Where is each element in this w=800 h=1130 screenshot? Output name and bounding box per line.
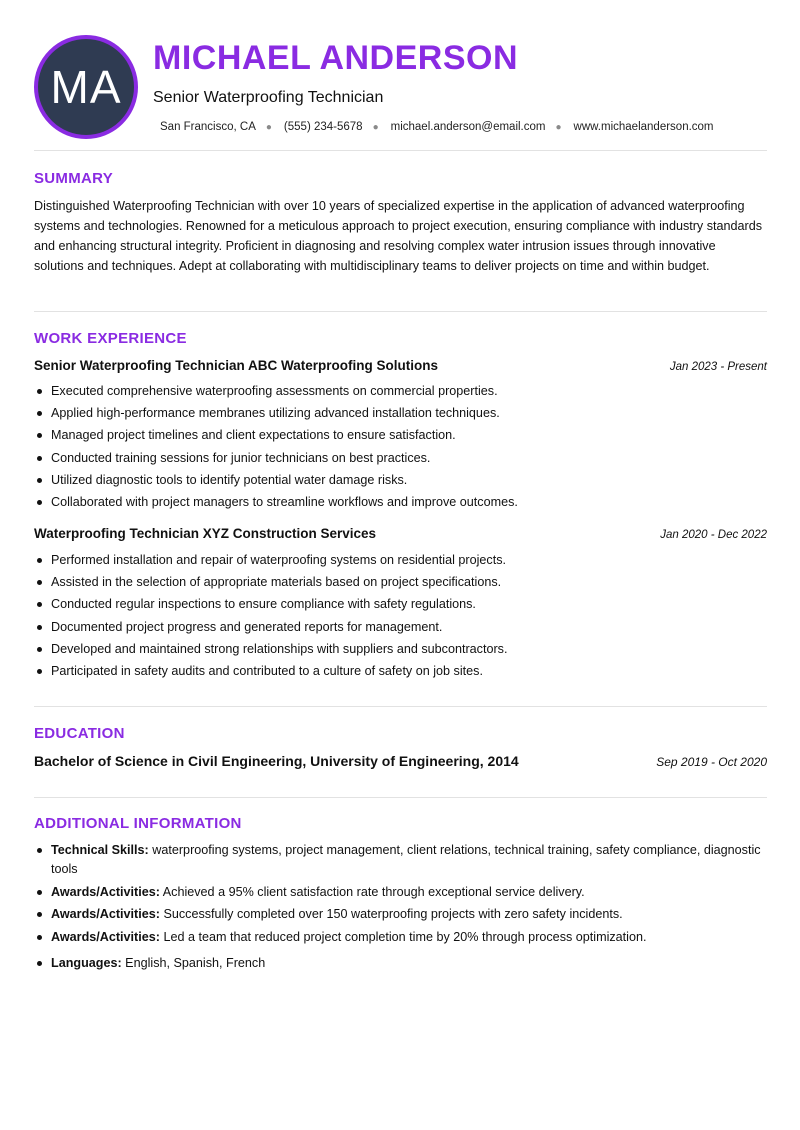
item-label: Awards/Activities:: [51, 907, 160, 921]
job-title: Senior Waterproofing Technician ABC Waterproofing Solutions: [34, 358, 438, 373]
list-item: Utilized diagnostic tools to identify potential water damage risks.: [34, 469, 767, 491]
separator-dot-icon: ●: [372, 121, 379, 133]
item-text: English, Spanish, French: [121, 955, 266, 970]
additional-info-heading: ADDITIONAL INFORMATION: [34, 815, 242, 832]
job-bullets: [34, 549, 767, 682]
list-item: Developed and maintained strong relationships with suppliers and subcontractors.: [34, 638, 767, 660]
work-experience-heading: WORK EXPERIENCE: [34, 330, 187, 347]
candidate-name: MICHAEL ANDERSON: [153, 39, 519, 77]
job-header: [34, 358, 767, 373]
contact-line: [160, 121, 714, 133]
education-dates: Sep 2019 - Oct 2020: [656, 755, 767, 769]
additional-info-list: [34, 841, 767, 976]
section-divider: [34, 311, 767, 312]
list-item: Managed project timelines and client expectations to ensure satisfaction.: [34, 424, 767, 446]
job-dates: Jan 2023 - Present: [669, 361, 767, 373]
job-title: Waterproofing Technician XYZ Construction Services: [34, 526, 377, 541]
contact-location: San Francisco, CA: [160, 121, 256, 133]
avatar: [34, 35, 138, 139]
section-divider: [34, 706, 767, 707]
list-item: Performed installation and repair of waterproofing systems on residential projects.: [34, 549, 767, 571]
contact-website: www.michaelanderson.com: [573, 121, 714, 133]
item-label: Awards/Activities:: [51, 884, 160, 899]
list-item: [34, 954, 767, 973]
list-item: [34, 883, 767, 902]
item-label: Technical Skills:: [51, 843, 149, 857]
item-label: Languages:: [51, 955, 122, 970]
section-divider: [34, 150, 767, 151]
list-item: Applied high-performance membranes utilizing advanced installation techniques.: [34, 402, 767, 424]
list-item: Conducted regular inspections to ensure compliance with safety regulations.: [34, 593, 767, 615]
item-label: Awards/Activities:: [51, 929, 160, 944]
list-item: [34, 928, 767, 947]
contact-email: michael.anderson@email.com: [390, 121, 546, 133]
list-item: Executed comprehensive waterproofing assessments on commercial properties.: [34, 380, 767, 402]
avatar-initials: MA: [50, 61, 122, 113]
job-bullets: [34, 380, 767, 513]
item-text: Led a team that reduced project completion time by 20% through process optimization.: [159, 929, 647, 944]
list-item: [34, 841, 767, 879]
separator-dot-icon: ●: [555, 121, 562, 133]
candidate-headline: Senior Waterproofing Technician: [153, 89, 384, 106]
education-degree: Bachelor of Science in Civil Engineering, University of Engineering, 2014: [34, 753, 519, 769]
job-header: [34, 526, 767, 541]
contact-phone: (555) 234-5678: [283, 121, 363, 133]
section-divider: [34, 797, 767, 798]
job-dates: Jan 2020 - Dec 2022: [660, 529, 767, 541]
list-item: Documented project progress and generated reports for management.: [34, 616, 767, 638]
list-item: Assisted in the selection of appropriate materials based on project specifications.: [34, 571, 767, 593]
education-entry: [34, 753, 767, 769]
list-item: Participated in safety audits and contributed to a culture of safety on job sites.: [34, 660, 767, 682]
item-text: Achieved a 95% client satisfaction rate through exceptional service delivery.: [159, 884, 585, 899]
list-item: [34, 905, 767, 924]
list-item: Collaborated with project managers to streamline workflows and improve outcomes.: [34, 491, 767, 513]
education-heading: EDUCATION: [34, 725, 125, 742]
summary-heading: SUMMARY: [34, 170, 114, 187]
item-text: Successfully completed over 150 waterproofing projects with zero safety incidents.: [159, 907, 623, 921]
separator-dot-icon: ●: [265, 121, 272, 133]
item-text: waterproofing systems, project management, client relations, technical training, safety compliance, diagnostic tools: [51, 843, 761, 876]
list-item: Conducted training sessions for junior technicians on best practices.: [34, 447, 767, 469]
summary-text: Distinguished Waterproofing Technician with over 10 years of specialized expertise in the application of advanced waterproofing systems and technologies. Renowned for a meticulous approach to project execution, ensuring compliance with industry standards and enhancing structural integrity. Proficient in diagnosing and resolving complex water intrusion issues through innovative solutions and techniques. Adept at collaborating with multidisciplinary teams to deliver projects on time and within budget.: [34, 199, 763, 273]
